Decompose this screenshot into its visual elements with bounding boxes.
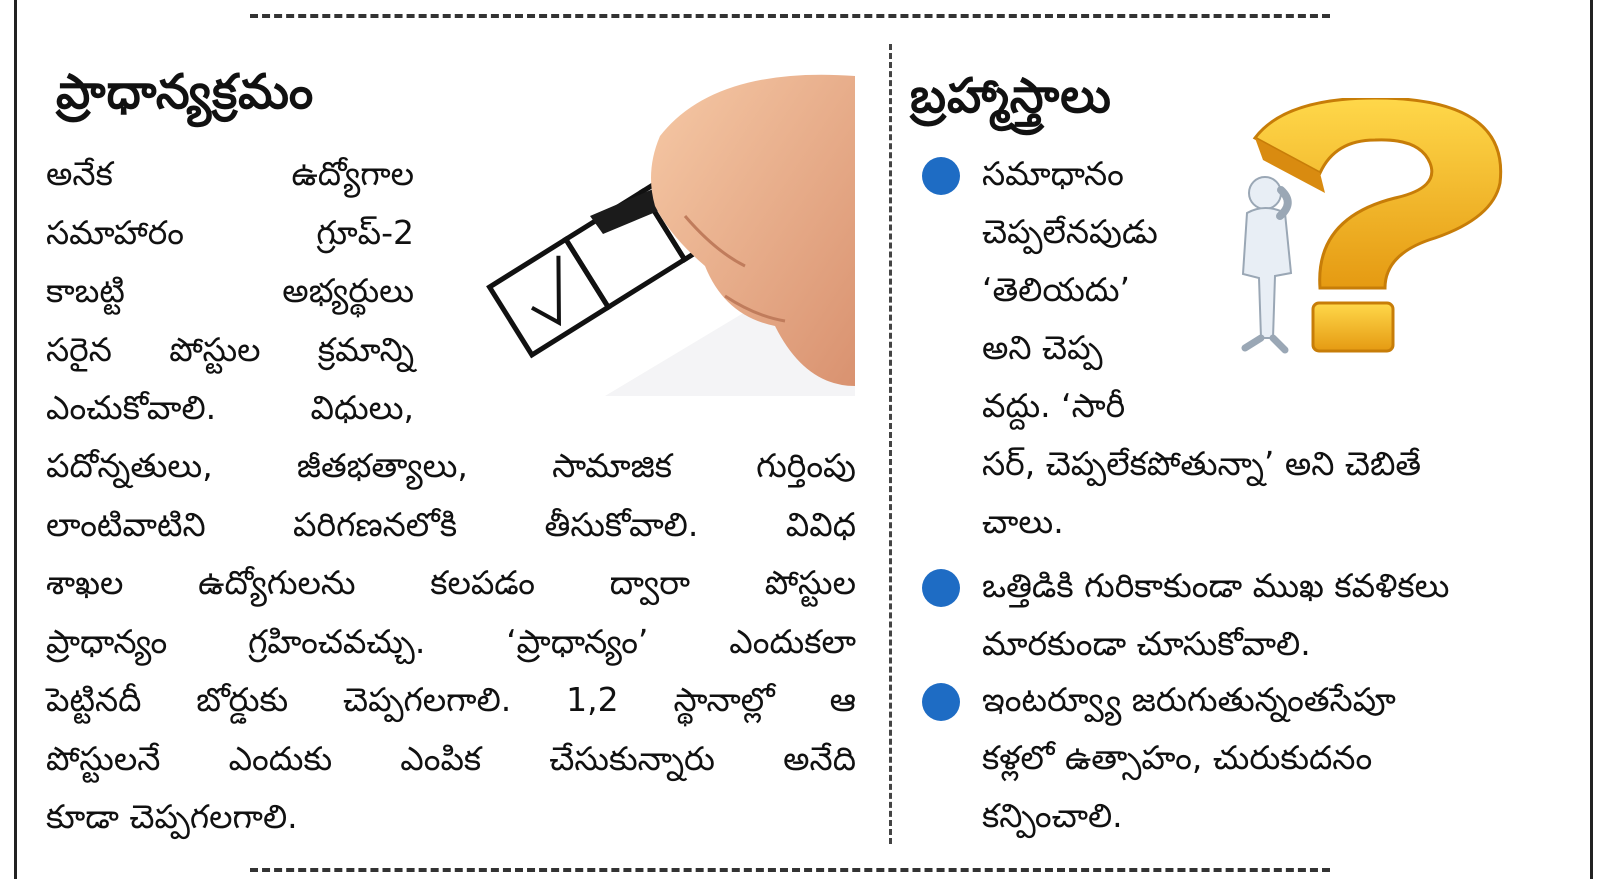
checklist-hand-illustration [485,66,855,396]
list-item-line: ‘తెలియదు’ [982,270,1130,309]
list-item-line: ఒత్తిడికి గురికాకుండా ముఖ కవళికలు [982,566,1450,605]
bullet-icon [922,683,960,721]
paragraph-line: ప్రాధాన్యం గ్రహించవచ్చు. ‘ప్రాధాన్యం’ ఎందుకలా [46,621,856,661]
list-item-line: అని చెప్ప [982,328,1103,367]
list-item-line: చెప్పలేనపుడు [982,212,1158,251]
paragraph-line: పోస్టులనే ఎందుకు ఎంపిక చేసుకున్నారు అనేది [46,738,856,778]
top-dashed-rule [250,14,1330,18]
left-frame-border [14,0,17,879]
paragraph-line: కాబట్టి అభ్యర్థులు [46,271,414,310]
list-item-line: ఇంటర్వ్యూ జరుగుతున్నంతసేపూ [982,680,1396,719]
list-item-line: సర్‌, చెప్పలేకపోతున్నా’ అని చెబితే [982,444,1422,483]
bullet-icon [922,569,960,607]
paragraph-line: పదోన్నతులు, జీతభత్యాలు, సామాజిక గుర్తింపు [46,446,856,485]
list-item-line: కళ్లలో ఉత్సాహం, చురుకుదనం [982,738,1373,777]
paragraph-line: ఎంచుకోవాలి. విధులు, [46,388,414,427]
right-frame-border [1590,0,1593,879]
column-divider [889,44,892,844]
bottom-dashed-rule [250,868,1330,872]
paragraph-line: సమాహారం గ్రూప్‌-2 [46,212,414,252]
paragraph-line: పెట్టినదీ బోర్డుకు చెప్పగలగాలి. 1,2 స్థానాల్లో ఆ [46,680,856,719]
left-body-paragraph [46,437,856,847]
list-item-line: కన్పించాలి. [982,796,1123,835]
list-item-line: చాలు. [982,502,1064,541]
paragraph-line: కూడా చెప్పగలగాలి. [46,797,298,836]
paragraph-line: శాఖల ఉద్యోగులను కలపడం ద్వారా పోస్టుల [46,563,856,602]
list-item-line: మారకుండా చూసుకోవాలి. [982,624,1311,663]
paragraph-line: అనేక ఉద్యోగాల [46,154,414,193]
right-heading: బ్రహ్మాస్త్రాలు [910,68,1112,124]
left-intro-paragraph [46,145,414,438]
left-heading: ప్రాధాన్యక్రమం [56,64,315,120]
bullet-icon [922,157,960,195]
paragraph-line: లాంటివాటిని పరిగణనలోకి తీసుకోవాలి. వివిధ [46,504,856,544]
list-item-line: సమాధానం [982,154,1124,193]
paragraph-line: సరైన పోస్టుల క్రమాన్ని [46,329,414,369]
list-item-line: వద్దు. ‘సారీ [982,386,1126,425]
